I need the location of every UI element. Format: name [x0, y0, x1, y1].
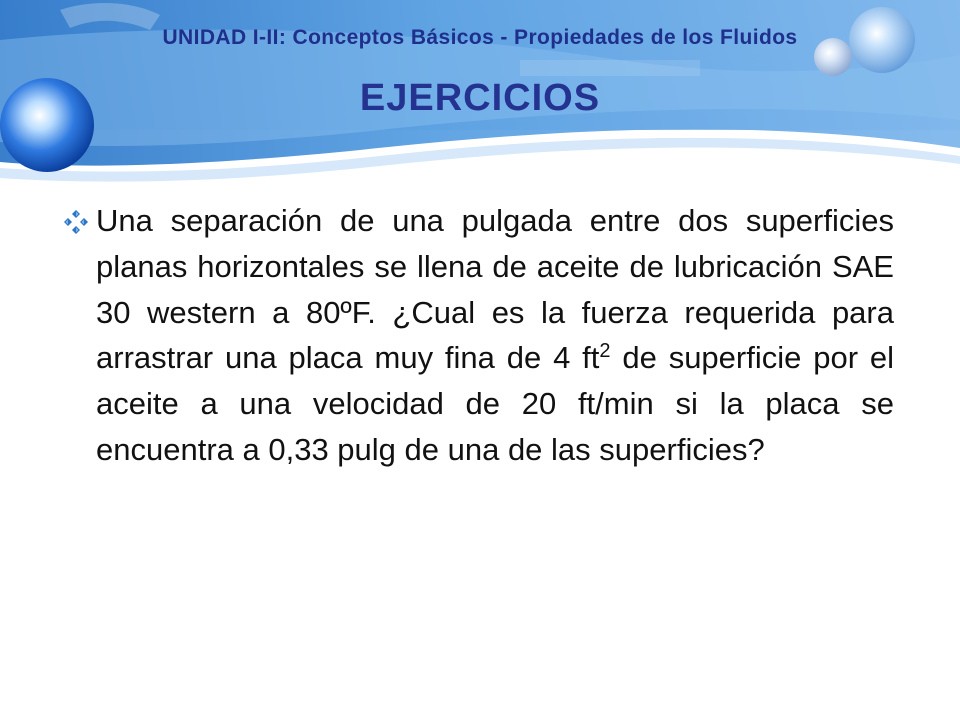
exercise-text-part1: Una separación de una pulgada entre dos superficies planas horizontales se llena de aceite de lubricación SAE 30 western a 80ºF. ¿Cual es la fuerza requerida para arrastrar una placa muy fina de 4 ft — [96, 203, 894, 376]
exercise-text-part2: de superficie por el aceite a una velocidad de 20 ft/min si la placa se encuentra a 0,33 pulg de una de las superficies? — [96, 340, 894, 467]
unit-subtitle: UNIDAD I-II: Conceptos Básicos - Propiedades de los Fluidos — [162, 26, 798, 49]
page-title: EJERCICIOS — [359, 77, 601, 119]
superscript-exponent: 2 — [599, 340, 611, 363]
diamond-bullet-icon — [62, 208, 90, 236]
exercise-bullet — [62, 198, 894, 473]
exercise-text — [96, 198, 894, 473]
